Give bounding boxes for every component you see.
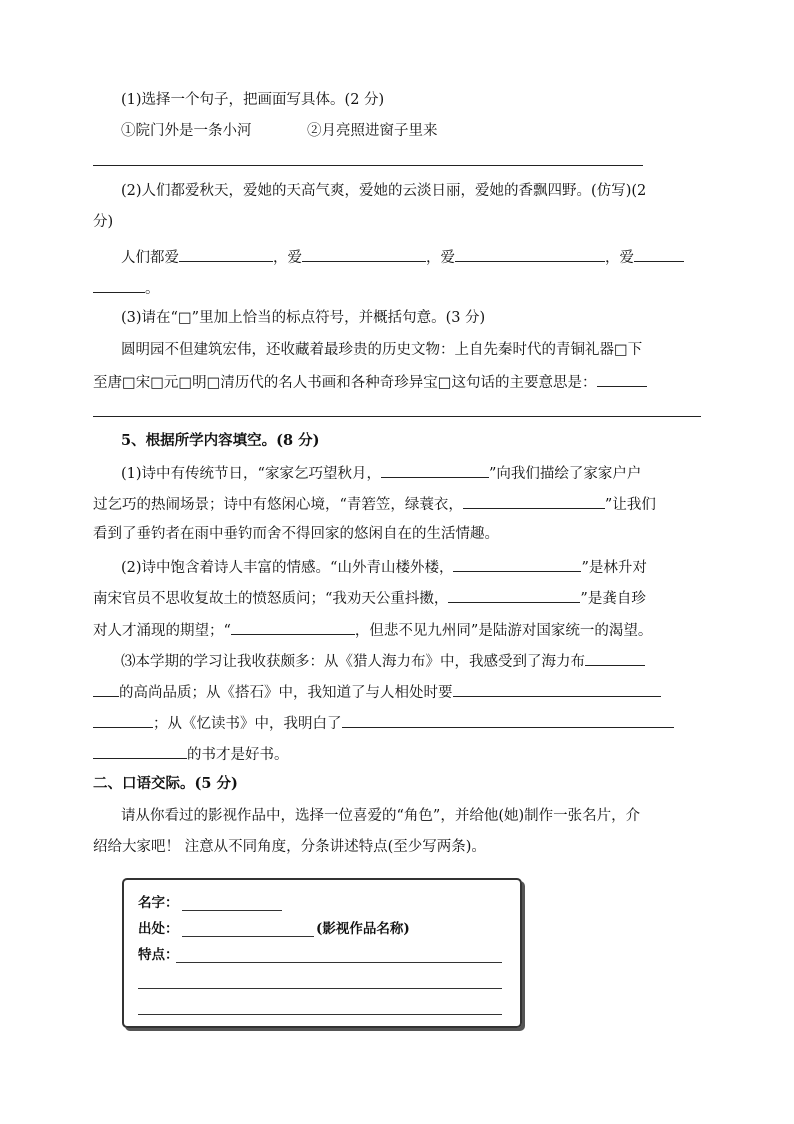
- q4-part2-blank1[interactable]: [179, 246, 273, 262]
- q5-s3-blank1-cont[interactable]: [93, 681, 119, 697]
- q4-part2-blank4-cont[interactable]: [93, 277, 145, 293]
- card-traits-line1[interactable]: [176, 962, 502, 963]
- q4-part3-prompt: (3)请在“□”里加上恰当的标点符号，并概括句意。(3 分): [121, 310, 486, 326]
- card-source-note: (影视作品名称): [316, 921, 410, 937]
- q5-s1-line2-text-a: 过乞巧的热闹场景；诗中有悠闲心境，“青箬笠，绿蓑衣，: [93, 497, 463, 513]
- q4-part3-passage-text: 至唐□宋□元□明□清历代的名人书画和各种奇珍异宝□这句话的主要意思是：: [93, 375, 597, 391]
- q5-s1-line1-text-a: (1)诗中有传统节日，“家家乞巧望秋月，: [121, 466, 381, 482]
- q4-part2-fill-sep2: ，爱: [426, 250, 455, 266]
- name-card: [122, 878, 522, 1028]
- q5-s3-blank2-cont[interactable]: [93, 712, 153, 728]
- q5-s3-line4-text: 的书才是好书。: [187, 747, 289, 763]
- card-source-label: 出处：: [138, 921, 179, 937]
- q4-part1-answer-line[interactable]: [93, 165, 643, 166]
- q5-s2-blank3[interactable]: [231, 619, 355, 635]
- q4-part1-option2: ②月亮照进窗子里来: [307, 123, 438, 139]
- q4-part2-fill-row2: [93, 277, 160, 299]
- q5-s3-blank1[interactable]: [585, 650, 645, 666]
- q5-s2-line2-text-a: 南宋官员不思收复故土的愤怒质问；“我劝天公重抖擞，: [93, 591, 449, 607]
- q5-s1-line2-text-b: ”让我们: [604, 497, 656, 513]
- q5-s2-blank1[interactable]: [453, 556, 581, 572]
- q5-s2-line1: [121, 556, 647, 578]
- q5-s1-line1: [121, 462, 641, 484]
- q4-part2-fill-row: [121, 246, 684, 268]
- q5-s2-line2-text-b: ”是龚自珍: [580, 591, 646, 607]
- q4-part2-end: 。: [145, 281, 160, 297]
- q5-s3-line4: [93, 743, 289, 765]
- q5-s2-line3-text-a: 对人才涌现的期望；“: [93, 623, 231, 639]
- card-name-blank[interactable]: [182, 910, 282, 911]
- q4-part3-passage-line1: 圆明园不但建筑宏伟，还收藏着最珍贵的历史文物：上自先秦时代的青铜礼器□下: [121, 342, 643, 358]
- q4-part2-fill-start: 人们都爱: [121, 250, 179, 266]
- q4-part2-fill-sep3: ，爱: [605, 250, 634, 266]
- q5-s3-blank3[interactable]: [342, 712, 674, 728]
- section2-line2: 绍给大家吧！ 注意从不同角度，分条讲述特点(至少写两条)。: [93, 839, 486, 855]
- q5-s3-blank3-cont[interactable]: [93, 743, 187, 759]
- q4-part2-fill-sep1: ，爱: [273, 250, 302, 266]
- q4-part3-answer-line[interactable]: [93, 416, 701, 417]
- q5-s1-blank1[interactable]: [381, 462, 489, 478]
- q4-part3-passage-line2: [93, 371, 647, 393]
- q4-part2-blank2[interactable]: [302, 246, 426, 262]
- q4-part2-prompt-cont: 分): [93, 214, 114, 230]
- card-traits-label: 特点：: [138, 947, 179, 963]
- q5-s2-line1-text-a: (2)诗中饱含着诗人丰富的情感。“山外青山楼外楼，: [121, 560, 454, 576]
- q5-s2-line1-text-b: ”是林升对: [581, 560, 647, 576]
- q5-s1-line2: [93, 493, 656, 515]
- q5-s2-line3: [93, 619, 652, 641]
- card-traits-line2[interactable]: [138, 988, 502, 989]
- card-traits-line3[interactable]: [138, 1014, 502, 1015]
- q4-part2-blank4[interactable]: [634, 246, 684, 262]
- card-name-label: 名字：: [138, 895, 179, 911]
- q5-s3-blank2[interactable]: [453, 681, 661, 697]
- q5-s3-line3: [93, 712, 674, 734]
- q5-heading: 5、根据所学内容填空。(8 分): [121, 432, 320, 449]
- q5-s1-line3: 看到了垂钓者在雨中垂钓而舍不得回家的悠闲自在的生活情趣。: [93, 526, 499, 542]
- q4-part3-blank[interactable]: [597, 371, 647, 387]
- q4-part1-option1: ①院门外是一条小河: [121, 123, 252, 139]
- q5-s3-line3-text: ；从《忆读书》中，我明白了: [153, 716, 342, 732]
- q5-s1-blank2[interactable]: [463, 493, 605, 509]
- section2-line1: 请从你看过的影视作品中，选择一位喜爱的“角色”，并给他(她)制作一张名片，介: [121, 808, 641, 824]
- q5-s2-blank2[interactable]: [448, 587, 580, 603]
- section2-heading: 二、口语交际。(5 分): [93, 775, 238, 792]
- card-source-blank[interactable]: [182, 936, 314, 937]
- q5-s2-line2: [93, 587, 646, 609]
- q5-s3-line1: [121, 650, 645, 672]
- q5-s3-line2-text: 的高尚品质；从《搭石》中，我知道了与人相处时要: [119, 685, 453, 701]
- q4-part1-prompt: (1)选择一个句子，把画面写具体。(2 分): [121, 92, 385, 108]
- q5-s2-line3-text-b: ，但悲不见九州同”是陆游对国家统一的渴望。: [354, 623, 653, 639]
- q5-s3-line1-text: ⑶本学期的学习让我收获颇多：从《猎人海力布》中，我感受到了海力布: [121, 654, 585, 670]
- q4-part2-blank3[interactable]: [455, 246, 605, 262]
- q5-s3-line2: [93, 681, 661, 703]
- q4-part2-prompt: (2)人们都爱秋天，爱她的天高气爽，爱她的云淡日丽，爱她的香飘四野。(仿写)(2: [121, 183, 647, 199]
- q5-s1-line1-text-b: ”向我们描绘了家家户户: [488, 466, 642, 482]
